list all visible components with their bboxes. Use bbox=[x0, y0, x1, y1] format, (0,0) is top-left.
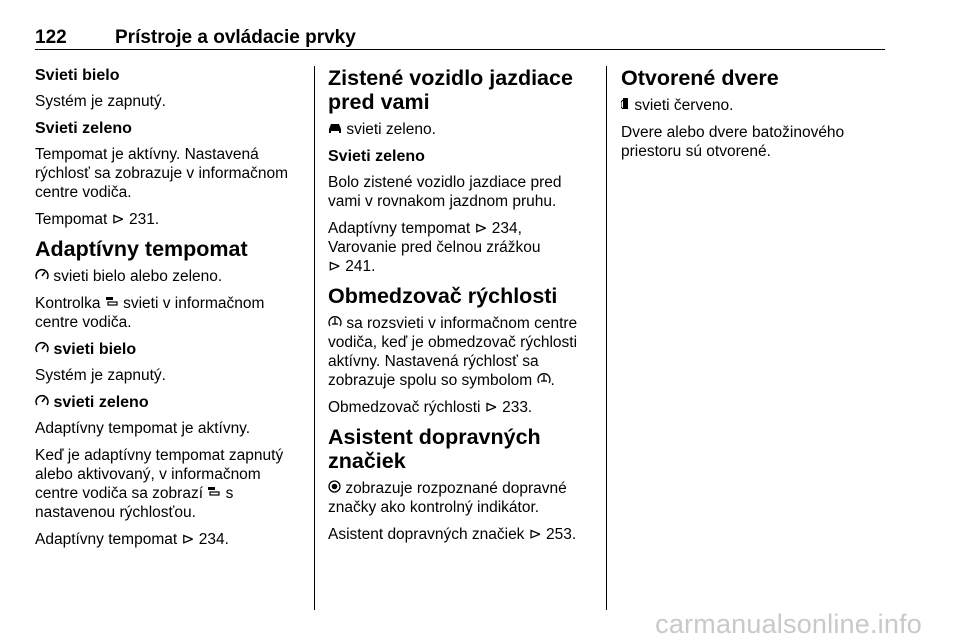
text-sign-ref: Asistent dopravných značiek ⊳ 253. bbox=[328, 526, 577, 543]
text-door-red: svieti červeno. bbox=[621, 96, 891, 115]
text-acc-set: Keď je adaptívny tempomat zapnutý alebo aktivovaný, v informačnom centre vodiča sa zobrazí s nastavenou rýchlosťou. bbox=[35, 447, 284, 521]
text-acc-indicator: Kontrolka svieti v informačnom centre vodiča. bbox=[35, 295, 265, 331]
heading-vehicle-ahead: Zistené vozidlo jazdiace pred vami bbox=[328, 66, 573, 114]
text-system-on-2: Systém je zapnutý. bbox=[35, 367, 166, 384]
text-vehicle-green: svieti zeleno. bbox=[328, 120, 598, 139]
set-speed-icon bbox=[105, 294, 119, 313]
text-acc-white-green: svieti bielo alebo zeleno. bbox=[35, 267, 305, 286]
heading-acc-green: svieti zeleno bbox=[35, 393, 305, 412]
acc-speedometer-icon bbox=[35, 393, 49, 412]
set-speed-icon bbox=[207, 484, 221, 503]
heading-green-2: Svieti zeleno bbox=[328, 148, 425, 165]
traffic-sign-icon bbox=[328, 479, 341, 498]
heading-acc: Adaptívny tempomat bbox=[35, 237, 248, 261]
column-1 bbox=[35, 66, 305, 557]
text-vehicle-refs: Adaptívny tempomat ⊳ 234, Varovanie pred čelnou zrážkou ⊳ 241. bbox=[328, 220, 541, 275]
acc-speedometer-icon bbox=[35, 267, 49, 286]
heading-white: Svieti bielo bbox=[35, 67, 120, 84]
text-sign-indicator: zobrazuje rozpoznané dopravné značky ako kontrolný indikátor. bbox=[328, 480, 567, 516]
heading-traffic-sign-assist: Asistent dopravných značiek bbox=[328, 425, 541, 473]
door-open-icon bbox=[621, 96, 630, 115]
column-2 bbox=[328, 66, 598, 552]
column-divider bbox=[314, 66, 315, 610]
text-acc-ref: Adaptívny tempomat ⊳ 234. bbox=[35, 531, 229, 548]
speed-limiter-icon bbox=[537, 371, 551, 390]
page-header bbox=[35, 27, 885, 50]
heading-acc-white: svieti bielo bbox=[35, 340, 305, 359]
text-acc-active: Adaptívny tempomat je aktívny. bbox=[35, 420, 251, 437]
text-cruise-ref: Tempomat ⊳ 231. bbox=[35, 211, 160, 228]
vehicle-ahead-icon bbox=[328, 120, 342, 139]
column-divider bbox=[606, 66, 607, 610]
text-cruise-active: Tempomat je aktívny. Nastavená rýchlosť sa zobrazuje v informačnom centre vodiča. bbox=[35, 146, 289, 201]
acc-speedometer-icon bbox=[35, 340, 49, 359]
speed-limiter-icon bbox=[328, 314, 342, 333]
text-vehicle-detected: Bolo zistené vozidlo jazdiace pred vami v rovnakom jazdnom pruhu. bbox=[328, 174, 562, 210]
text-door-open: Dvere alebo dvere batožinového priestoru sú otvorené. bbox=[621, 124, 845, 160]
heading-speed-limiter: Obmedzovač rýchlosti bbox=[328, 284, 558, 308]
heading-green: Svieti zeleno bbox=[35, 120, 132, 137]
text-system-on: Systém je zapnutý. bbox=[35, 93, 166, 110]
running-title: Prístroje a ovládacie prvky bbox=[115, 27, 356, 48]
column-3 bbox=[621, 66, 891, 169]
page-number: 122 bbox=[35, 27, 67, 48]
watermark: carmanualsonline.info bbox=[655, 609, 922, 639]
heading-door-open: Otvorené dvere bbox=[621, 66, 779, 90]
text-limiter-ref: Obmedzovač rýchlosti ⊳ 233. bbox=[328, 399, 533, 416]
text-limiter: sa rozsvieti v informačnom centre vodiča, keď je obmedzovač rýchlosti aktívny. Nastavená rýchlosť sa zobrazuje spolu so symbolom . bbox=[328, 315, 578, 389]
